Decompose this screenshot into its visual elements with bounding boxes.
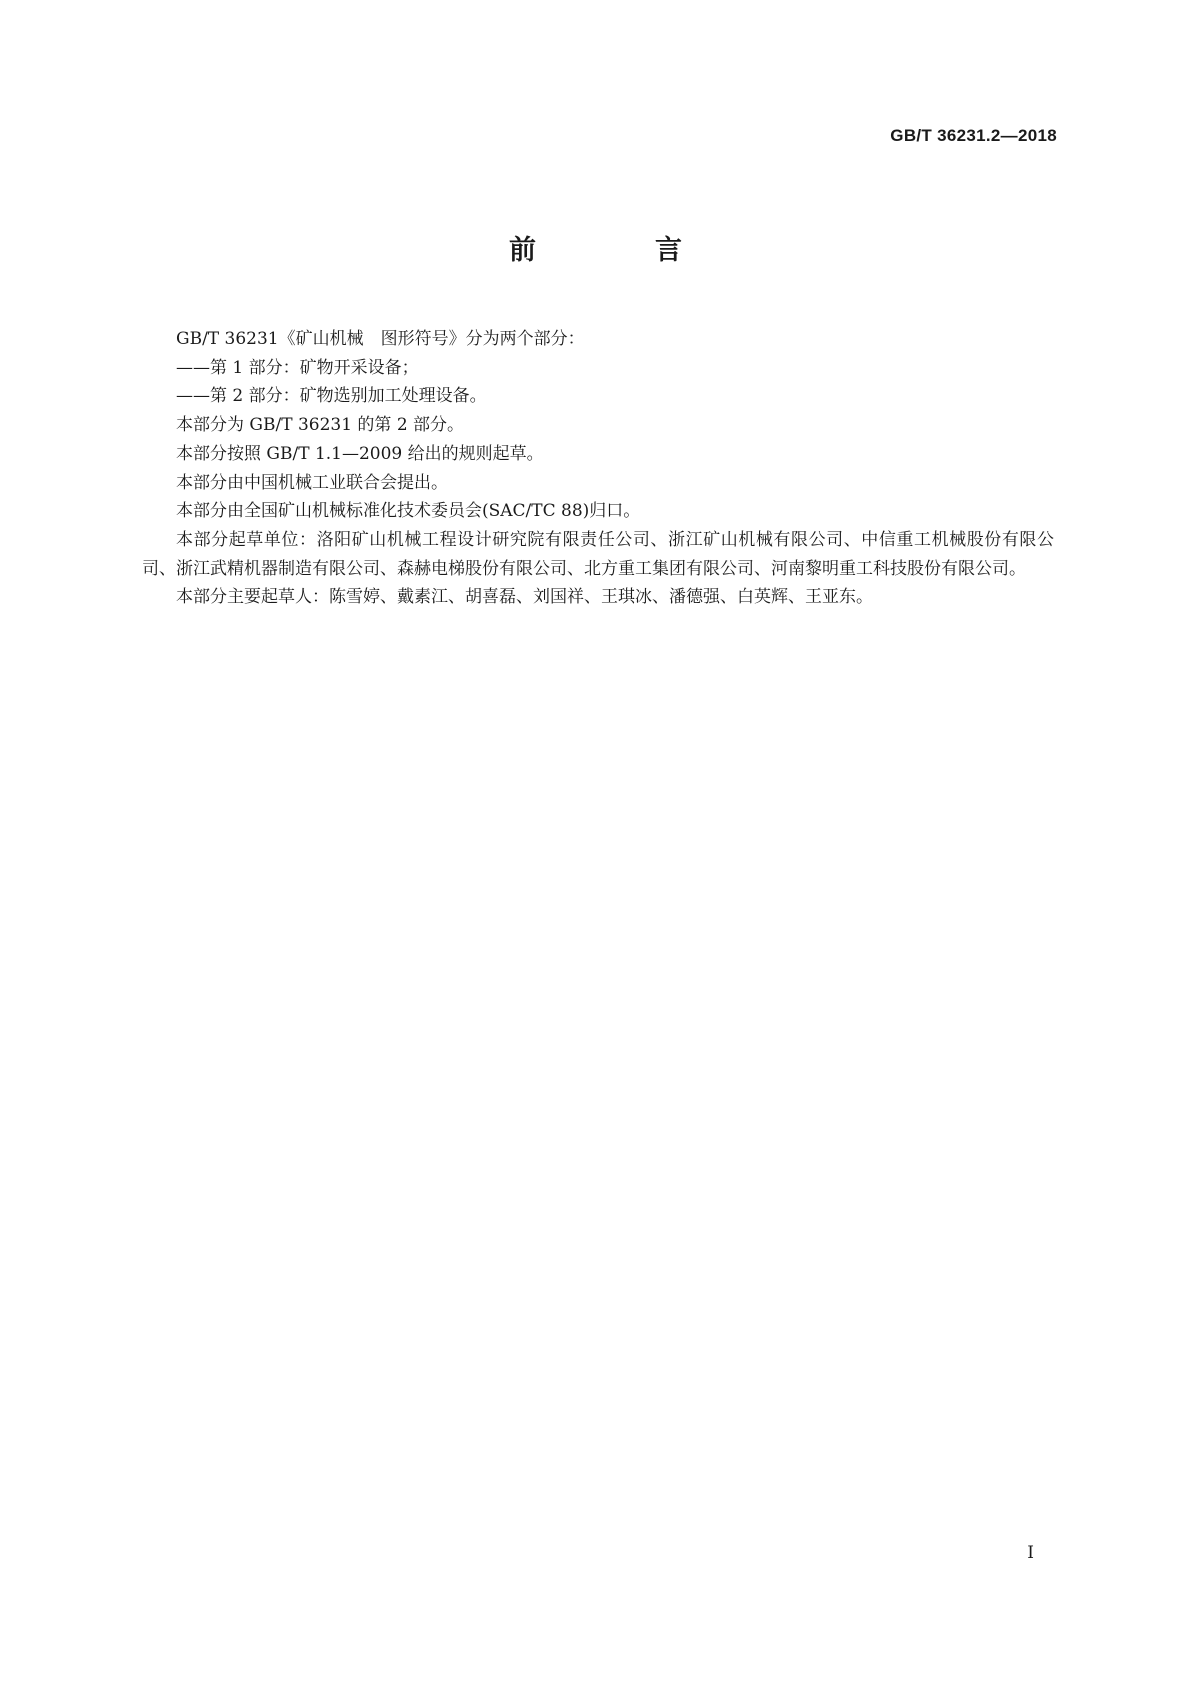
foreword-body — [142, 325, 1054, 612]
paragraph-drafting-rules: 本部分按照 GB/T 1.1—2009 给出的规则起草。 — [176, 443, 544, 464]
paragraph-drafters: 本部分主要起草人：陈雪婷、戴素江、胡喜磊、刘国祥、王琪冰、潘德强、白英辉、王亚东。 — [176, 587, 873, 608]
standard-code-header: GB/T 36231.2—2018 — [890, 126, 1057, 145]
list-item-part1: ——第 1 部分：矿物开采设备； — [176, 357, 419, 378]
page-number: I — [1027, 1543, 1034, 1563]
paragraph-proposed-by: 本部分由中国机械工业联合会提出。 — [176, 472, 448, 493]
paragraph-this-part: 本部分为 GB/T 36231 的第 2 部分。 — [176, 415, 465, 436]
paragraph-drafting-units: 本部分起草单位：洛阳矿山机械工程设计研究院有限责任公司、浙江矿山机械有限公司、中信重工机械股份有限公司、浙江武精机器制造有限公司、森赫电梯股份有限公司、北方重工集团有限公司、河南黎明重工科技股份有限公司。 — [142, 529, 1054, 579]
list-item-part2: ——第 2 部分：矿物选别加工处理设备。 — [176, 386, 487, 407]
page-title: 前 言 — [509, 235, 728, 266]
paragraph-jurisdiction: 本部分由全国矿山机械标准化技术委员会(SAC/TC 88)归口。 — [176, 501, 641, 522]
paragraph-intro: GB/T 36231《矿山机械 图形符号》分为两个部分： — [176, 329, 585, 349]
